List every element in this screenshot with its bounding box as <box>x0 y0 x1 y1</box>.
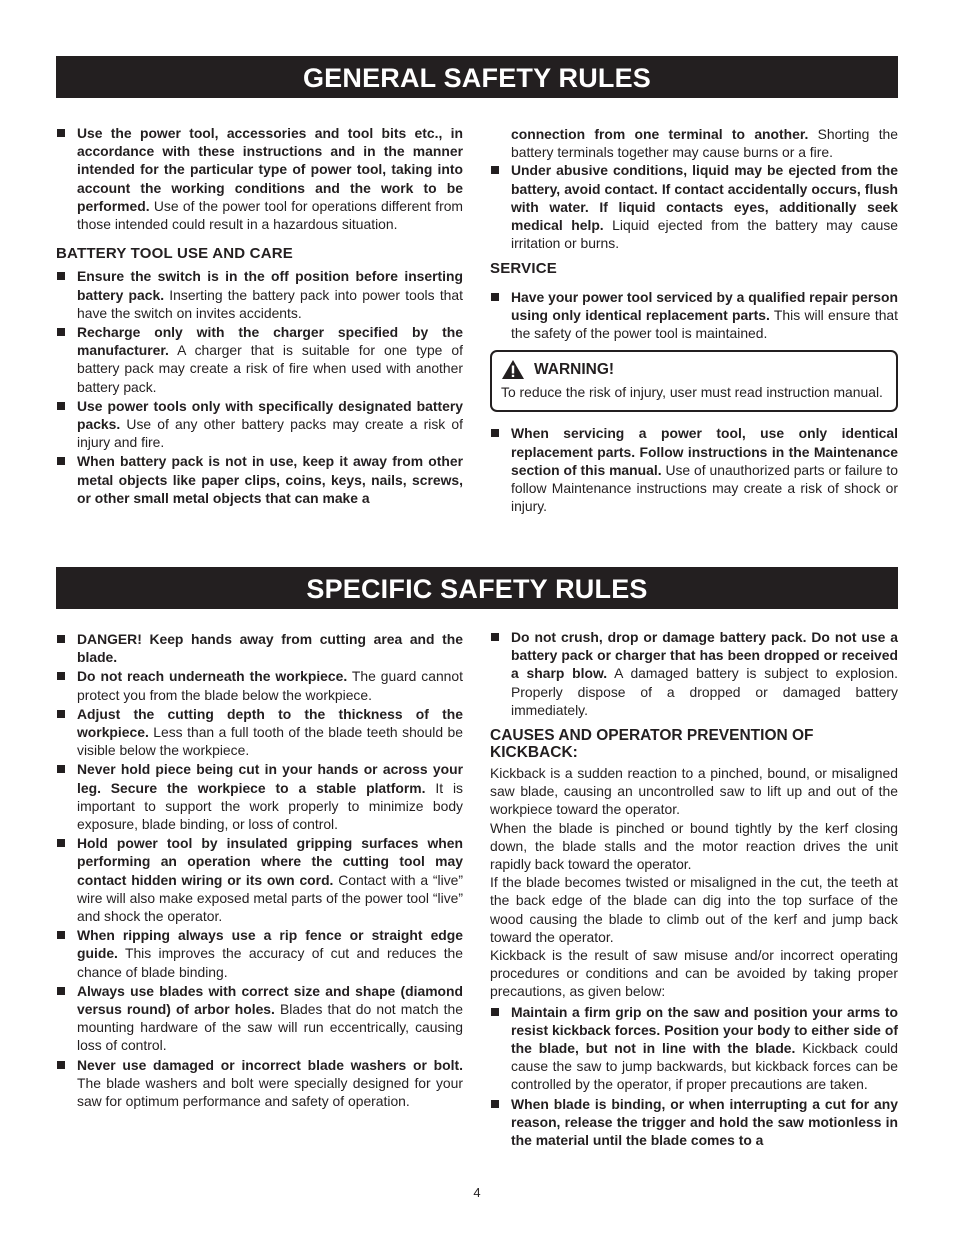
warning-text: To reduce the risk of injury, user must read instruction manual. <box>501 384 883 401</box>
list-item: Do not reach underneath the workpiece. The guard cannot protect you from the blade below the workpiece. <box>56 667 463 703</box>
bullet-square-icon <box>491 293 499 301</box>
warning-box <box>490 350 898 412</box>
list-item: Always use blades with correct size and shape (diamond versus round) of arbor holes. Blades that do not match the mounting hardware of the saw will run eccentrically, causing loss of control. <box>56 982 463 1055</box>
list-item: DANGER! Keep hands away from cutting area and the blade. <box>56 630 463 666</box>
general-safety-rules-banner: GENERAL SAFETY RULES <box>56 56 898 98</box>
battery-section-heading: BATTERY TOOL USE AND CARE <box>56 245 293 263</box>
bullet-square-icon <box>57 402 65 410</box>
specific-safety-rules-banner: SPECIFIC SAFETY RULES <box>56 567 898 609</box>
bullet-square-icon <box>491 429 499 437</box>
page-number: 4 <box>473 1185 481 1200</box>
warning-header <box>501 360 887 379</box>
list-item: Recharge only with the charger specified by the manufacturer. A charger that is suitable for one type of battery pack may create a risk of fire when used with another battery pack. <box>56 323 463 396</box>
service-section-heading: SERVICE <box>490 260 557 278</box>
kickback-paragraph: Kickback is the result of saw misuse and/or incorrect operating procedures or conditions and can be avoided by taking proper precautions, as given below: <box>490 947 898 1000</box>
bullet-square-icon <box>491 1100 499 1108</box>
bullet-square-icon <box>57 839 65 847</box>
list-item: Hold power tool by insulated gripping surfaces when performing an operation where the cutting tool may contact hidden wiring or its own cord. Contact with a “live” wire will also make exposed metal parts of the power tool “live” and shock the operator. <box>56 834 463 925</box>
bullet-square-icon <box>57 987 65 995</box>
bullet-square-icon <box>57 931 65 939</box>
specific-left-column <box>56 630 463 1111</box>
bullet-square-icon <box>57 672 65 680</box>
general-left-column <box>56 124 463 508</box>
list-item: Never hold piece being cut in your hands or across your leg. Secure the workpiece to a stable platform. It is important to support the work properly to minimize body exposure, blade binding, or loss of control. <box>56 760 463 833</box>
bullet-square-icon <box>57 710 65 718</box>
list-item: Adjust the cutting depth to the thickness of the workpiece. Less than a full tooth of the blade teeth should be visible below the workpiece. <box>56 705 463 760</box>
kickback-paragraph: Kickback is a sudden reaction to a pinched, bound, or misaligned saw blade, causing an uncontrolled saw to lift up and out of the workpiece toward the operator. <box>490 765 898 818</box>
bullet-square-icon <box>57 457 65 465</box>
bullet-square-icon <box>57 635 65 643</box>
warning-triangle-icon <box>502 360 524 379</box>
specific-right-column <box>490 628 898 1150</box>
list-item: When battery pack is not in use, keep it away from other metal objects like paper clips, coins, keys, nails, screws, or other small metal objects that can make a <box>56 452 463 507</box>
kickback-section-heading: CAUSES AND OPERATOR PREVENTION OF KICKBACK: <box>490 727 814 762</box>
kickback-paragraph: When the blade is pinched or bound tightly by the kerf closing down, the blade stalls and the motor reaction drives the unit rapidly back toward the operator. <box>490 819 898 873</box>
bullet-square-icon <box>57 129 65 137</box>
bullet-square-icon <box>57 272 65 280</box>
kickback-paragraph: If the blade becomes twisted or misaligned in the cut, the teeth at the back edge of the blade can dig into the top surface of the wood causing the blade to climb out of the kerf and jump back toward the operator. <box>490 874 898 945</box>
list-item: Ensure the switch is in the off position before inserting battery pack. Inserting the battery pack into power tools that have the switch on invites accidents. <box>56 267 463 322</box>
list-item: Have your power tool serviced by a qualified repair person using only identical replacement parts. This will ensure that the safety of the power tool is maintained. <box>490 288 898 343</box>
list-item: Use the power tool, accessories and tool bits etc., in accordance with these instructions and in the manner intended for the particular type of power tool, taking into account the working conditions and the work to be performed. Use of the power tool for operations different from those intended could result in a hazardous situation. <box>56 124 463 233</box>
bullet-square-icon <box>57 765 65 773</box>
bullet-square-icon <box>57 1061 65 1069</box>
list-item: Do not crush, drop or damage battery pack. Do not use a battery pack or charger that has been dropped or received a sharp blow. A damaged battery is subject to explosion. Properly dispose of a dropped or damaged battery immediately. <box>490 628 898 719</box>
list-item: When servicing a power tool, use only identical replacement parts. Follow instructions in the Maintenance section of this manual. Use of unauthorized parts or failure to follow Maintenance instructions may create a risk of shock or injury. <box>490 424 898 515</box>
bullet-square-icon <box>57 328 65 336</box>
list-item: Under abusive conditions, liquid may be ejected from the battery, avoid contact. If contact accidentally occurs, flush with water. If liquid contacts eyes, additionally seek medical help. Liquid ejected from the battery may cause irritation or burns. <box>490 161 898 252</box>
list-item: Use power tools only with specifically designated battery packs. Use of any other battery packs may create a risk of injury and fire. <box>56 397 463 452</box>
list-item: When blade is binding, or when interrupting a cut for any reason, release the trigger and hold the saw motionless in the material until the blade comes to a <box>490 1095 898 1150</box>
bullet-square-icon <box>491 633 499 641</box>
bullet-square-icon <box>491 1008 499 1016</box>
bullet-square-icon <box>491 166 499 174</box>
list-item: Never use damaged or incorrect blade washers or bolt. The blade washers and bolt were specially designed for your saw for optimum performance and safety of operation. <box>56 1056 463 1111</box>
general-right-column <box>490 125 898 516</box>
list-item: When ripping always use a rip fence or straight edge guide. This improves the accuracy of cut and reduces the chance of blade binding. <box>56 926 463 981</box>
list-item: Maintain a firm grip on the saw and position your arms to resist kickback forces. Position your body to either side of the blade, but not in line with the blade. Kickback could cause the saw to jump backwards, but kickback forces can be controlled by the operator, if proper precautions are taken. <box>490 1003 898 1094</box>
warning-label: WARNING! <box>534 360 615 378</box>
continued-text: connection from one terminal to another. Shorting the battery terminals together may cause burns or a fire. <box>511 126 898 161</box>
